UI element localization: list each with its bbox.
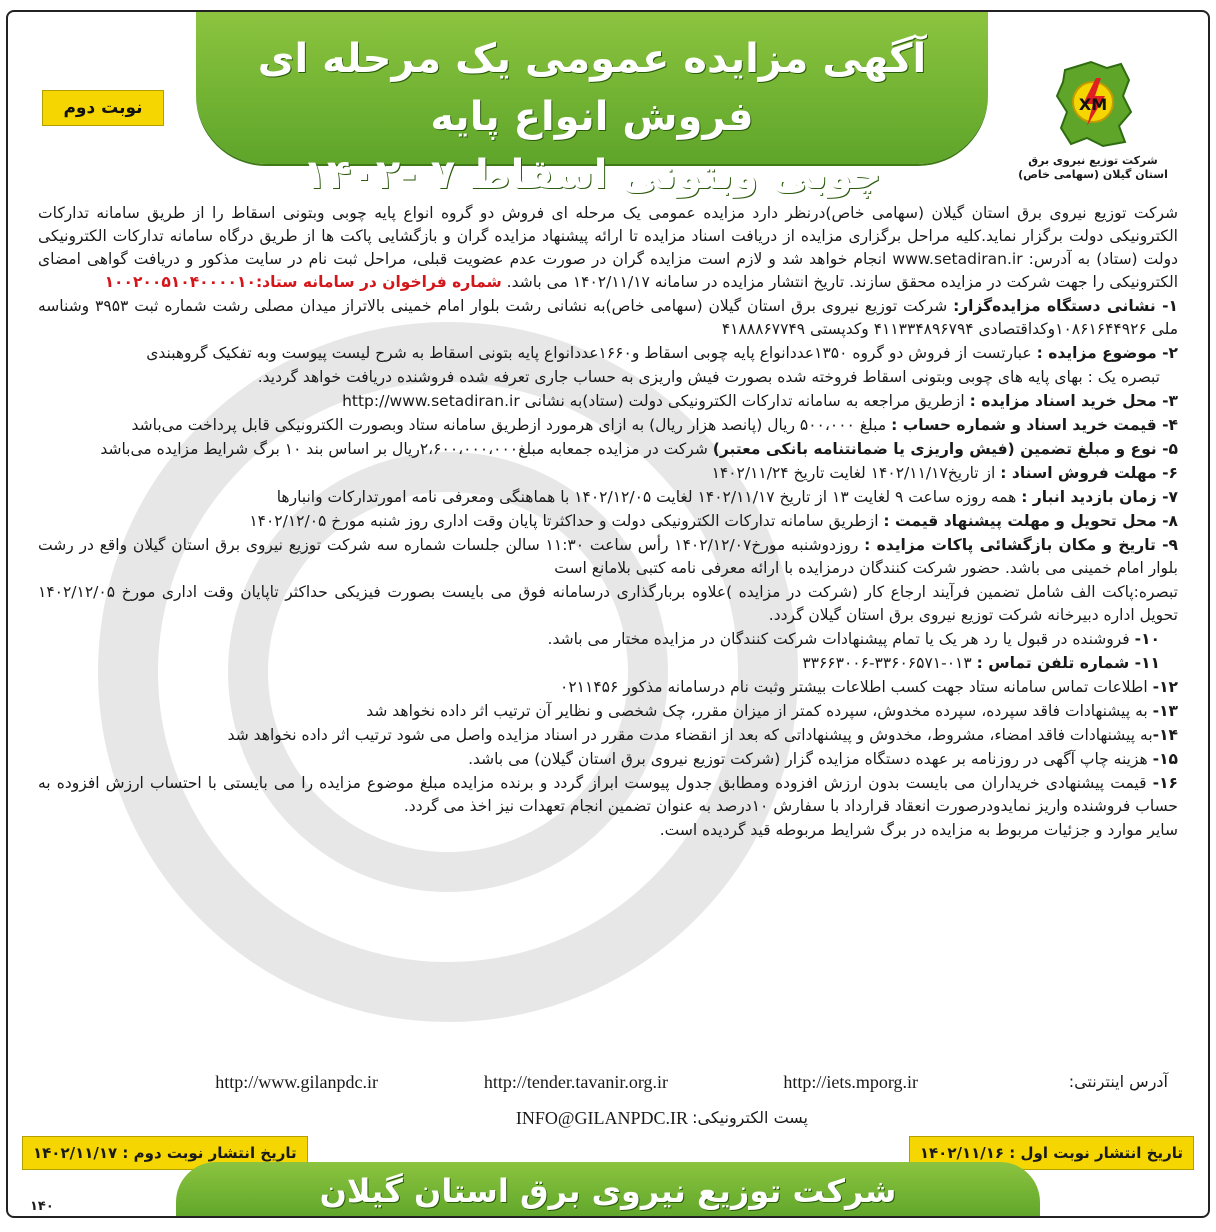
clause-label: ۱۰-	[1134, 630, 1160, 648]
clause-text: به پیشنهادات فاقد امضاء، مشروط، مخدوش و پیشنهاداتی که بعد از انقضاء مدت مقرر در اسناد مزایده واصل می شود ترتیب اثر داده نخواهد شد	[227, 726, 1153, 744]
clause-label: ۱۱- شماره تلفن تماس :	[976, 654, 1160, 672]
logo-letters: XM	[1078, 95, 1108, 114]
email-label: پست الکترونیکی:	[692, 1108, 808, 1127]
email-row	[88, 1108, 1168, 1136]
logo-caption-line-2: استان گیلان (سهامی خاص)	[1018, 168, 1168, 181]
clause-text: فروشنده در قبول یا رد هر یک یا تمام پیشنهادات شرکت کنندگان در مزایده مختار می باشد.	[547, 630, 1135, 648]
clause-item	[38, 676, 1178, 699]
clause-text: تبصره:پاکت الف شامل تضمین فرآیند ارجاع کار (شرکت در مزایده )علاوه بربارگذاری درسامانه فوق می بایست بصورت فیزیکی حداکثر تاپایان وقت اداری مورخ ۱۴۰۲/۱۲/۰۵ تحویل اداره دبیرخانه شرکت توزیع نیروی برق استان گیلان گردد.	[38, 583, 1178, 624]
clause-label: ۲- موضوع مزایده :	[1036, 344, 1178, 362]
clause-text: قیمت پیشنهادی خریداران می بایست بدون ارزش افزوده ومطابق جدول پیوست ابراز گردد و برنده مزایده مبلغ موضوع مزایده را می بایستی با احتساب ارزش افزوده به حساب فروشنده واریز نمایدودرصورت انعقاد قرارداد با سفارش ۱۰درصد به عنوان تضمین انجام تعهدات نیز اخذ می گردد.	[38, 774, 1178, 815]
clause-text: مبلغ ۵۰۰،۰۰۰ ریال (پانصد هزار ریال) به ازای هرمورد ازطریق سامانه ستاد وبصورت الکترونیکی قابل پرداخت می‌باشد	[131, 416, 892, 434]
company-logo	[1018, 56, 1168, 196]
url-iets[interactable]: http://iets.mporg.ir	[783, 1072, 918, 1092]
clause-item	[38, 724, 1178, 747]
clause-text: عبارتست از فروش دو گروه ۱۳۵۰عددانواع پایه چوبی اسقاط و۱۶۶۰عددانواع پایه بتونی اسقاط به شرح لیست پیوست وبه تفکیک گروهبندی	[146, 344, 1037, 362]
logo-caption	[1018, 154, 1168, 182]
clause-label: ۳- محل خرید اسناد مزایده :	[969, 392, 1178, 410]
clause-label: ۱- نشانی دستگاه مزایده‌گزار:	[953, 297, 1178, 315]
clause-text: تبصره یک : بهای پایه های چوبی وبتونی اسقاط فروخته شده بصورت فیش واریزی به حساب جاری تعرفه شده فروشنده دریافت خواهد گردید.	[257, 368, 1160, 386]
gilan-map-logo-icon	[1047, 56, 1139, 152]
url-gilanpdc[interactable]: http://www.gilanpdc.ir	[215, 1072, 378, 1092]
clause-item	[38, 486, 1178, 509]
clause-label: ۱۲-	[1152, 678, 1178, 696]
notice-title	[196, 30, 988, 204]
clause-item	[38, 342, 1178, 365]
second-publication-date: تاریخ انتشار نوبت دوم : ۱۴۰۲/۱۱/۱۷	[22, 1136, 308, 1170]
clause-item	[38, 534, 1178, 580]
clause-item	[38, 414, 1178, 437]
clause-label: ۱۶-	[1152, 774, 1178, 792]
round-badge: نوبت دوم	[42, 90, 164, 126]
clause-item	[38, 628, 1178, 651]
clause-text: شرکت در مزایده جمعابه مبلغ۲،۶۰۰،۰۰۰،۰۰۰ریال بر اساس بند ۱۰ برگ شرایط مزایده می‌باشد	[100, 440, 713, 458]
clause-label: ۵- نوع و مبلغ تضمین (فیش واریزی یا ضمانتنامه بانکی معتبر)	[712, 440, 1178, 458]
notice-body	[38, 202, 1178, 843]
email-address[interactable]: INFO@GILANPDC.IR	[515, 1108, 688, 1128]
clause-item	[38, 772, 1178, 818]
first-publication-date: تاریخ انتشار نوبت اول : ۱۴۰۲/۱۱/۱۶	[909, 1136, 1194, 1170]
clause-item	[38, 438, 1178, 461]
clause-label: ۷- زمان بازدید انبار :	[1021, 488, 1178, 506]
clause-item	[38, 748, 1178, 771]
clause-text: همه روزه ساعت ۹ لغایت ۱۳ از تاریخ ۱۴۰۲/۱۱/۱۷ لغایت ۱۴۰۲/۱۲/۰۵ با هماهنگی ومعرفی نامه امورتدارکات وانبارها	[276, 488, 1022, 506]
call-number: شماره فراخوان در سامانه ستاد:۱۰۰۲۰۰۵۱۰۴۰۰۰۰۱۰	[104, 273, 502, 291]
internet-label: آدرس اینترنتی:	[1068, 1072, 1168, 1091]
clause-text: ۰۱۳-۳۳۶۰۶۵۷۱-۳۳۶۶۳۰۰۶	[802, 654, 977, 672]
clause-text: از تاریخ۱۴۰۲/۱۱/۱۷ لغایت تاریخ ۱۴۰۲/۱۱/۲۴	[711, 464, 1001, 482]
url-tender[interactable]: http://tender.tavanir.org.ir	[483, 1072, 668, 1092]
clause-item	[38, 366, 1178, 389]
intro-text: شرکت توزیع نیروی برق استان گیلان (سهامی خاص)درنظر دارد مزایده عمومی یک مرحله ای فروش دو گروه انواع پایه چوبی وبتونی اسقاط را از طریق سامانه تدارکات الکترونیکی دولت برگزار نماید.کلیه مراحل برگزاری مزایده از دریافت اسناد مزایده تا ارائه پیشنهاد مزایده گران و بازگشایی پاکت ها از طریق درگاه سامانه تدارکات الکترونیکی دولت (ستاد) به آدرس: www.setadiran.ir انجام خواهد شد و لازم است مزایده گران در صورت عدم عضویت قبلی، مراحل ثبت نام در سایت مذکور و دریافت گواهی امضای الکترونیکی را جهت شرکت در مزایده محقق سازند. تاریخ انتشار مزایده در سامانه ۱۴۰۲/۱۱/۱۷ می باشد.	[38, 204, 1178, 291]
clause-item	[38, 652, 1178, 675]
clause-label: ۸- محل تحویل و مهلت پیشنهاد قیمت :	[883, 512, 1178, 530]
intro-paragraph	[38, 202, 1178, 294]
clause-text: اطلاعات تماس سامانه ستاد جهت کسب اطلاعات بیشتر وثبت نام درسامانه مذکور ۰۲۱۱۴۵۶	[560, 678, 1153, 696]
clause-label: ۶- مهلت فروش اسناد :	[1000, 464, 1178, 482]
clause-item	[38, 462, 1178, 485]
clause-label: ۱۳-	[1152, 702, 1178, 720]
page-number: ۱۴۰	[30, 1199, 54, 1214]
clause-label: ۱۴-	[1152, 726, 1178, 744]
notice-frame	[6, 10, 1210, 1218]
clause-label: ۱۵-	[1152, 750, 1178, 768]
logo-caption-line-1: شرکت توزیع نیروی برق	[1028, 154, 1158, 167]
clause-text: شرکت توزیع نیروی برق استان گیلان (سهامی خاص)به نشانی رشت بلوار امام خمینی بالاتراز میدان مصلی رشت شماره ثبت ۳۹۵۳ وشناسه ملی ۱۰۸۶۱۶۴۴۹۲۶وکداقتصادی ۴۱۱۳۳۴۸۹۶۷۹۴ وکدپستی ۴۱۸۸۸۶۷۷۴۹	[38, 297, 1178, 338]
clause-item	[38, 700, 1178, 723]
clause-text: سایر موارد و جزئیات مربوط به مزایده در برگ شرایط مربوطه قید گردیده است.	[659, 821, 1178, 839]
clause-text: ازطریق سامانه تدارکات الکترونیکی دولت و حداکثرتا پایان وقت اداری روز شنبه مورخ ۱۴۰۲/۱۲/۰۵	[249, 512, 884, 530]
clause-item	[38, 819, 1178, 842]
footer-company-name: شرکت توزیع نیروی برق استان گیلان	[176, 1162, 1040, 1218]
clause-text: ازطریق مراجعه به سامانه تدارکات الکترونیکی دولت (ستاد)به نشانی http://www.setadiran.ir	[342, 392, 970, 410]
title-line-2: چوبی وبتونی اسقاط ۷ -۱۴۰۲	[302, 152, 882, 198]
clause-item	[38, 390, 1178, 413]
clause-label: ۹- تاریخ و مکان بازگشائی پاکات مزایده :	[864, 536, 1178, 554]
clause-label: ۴- قیمت خرید اسناد و شماره حساب :	[891, 416, 1178, 434]
clauses-list	[38, 295, 1178, 842]
clause-item	[38, 510, 1178, 533]
clause-text: روزدوشنبه مورخ۱۴۰۲/۱۲/۰۷ رأس ساعت ۱۱:۳۰ سالن جلسات شماره سه شرکت توزیع نیروی برق استان گیلان واقع در رشت بلوار امام خمینی می باشد. حضور شرکت کنندگان درمزایده با ارائه معرفی نامه کتبی بلامانع است	[38, 536, 1178, 577]
title-line-1: آگهی مزایده عمومی یک مرحله ای فروش انواع پایه	[257, 36, 927, 140]
clause-item	[38, 581, 1178, 627]
header-banner	[196, 12, 988, 198]
clause-item	[38, 295, 1178, 341]
clause-text: به پیشنهادات فاقد سپرده، سپرده مخدوش، سپرده کمتر از میزان مقرر، چک شخصی و نظایر آن ترتیب اثر داده نخواهد شد	[366, 702, 1153, 720]
clause-text: هزینه چاپ آگهی در روزنامه بر عهده دستگاه مزایده گزار (شرکت توزیع نیروی برق استان گیلان) می باشد.	[468, 750, 1153, 768]
internet-addresses	[88, 1072, 1168, 1100]
